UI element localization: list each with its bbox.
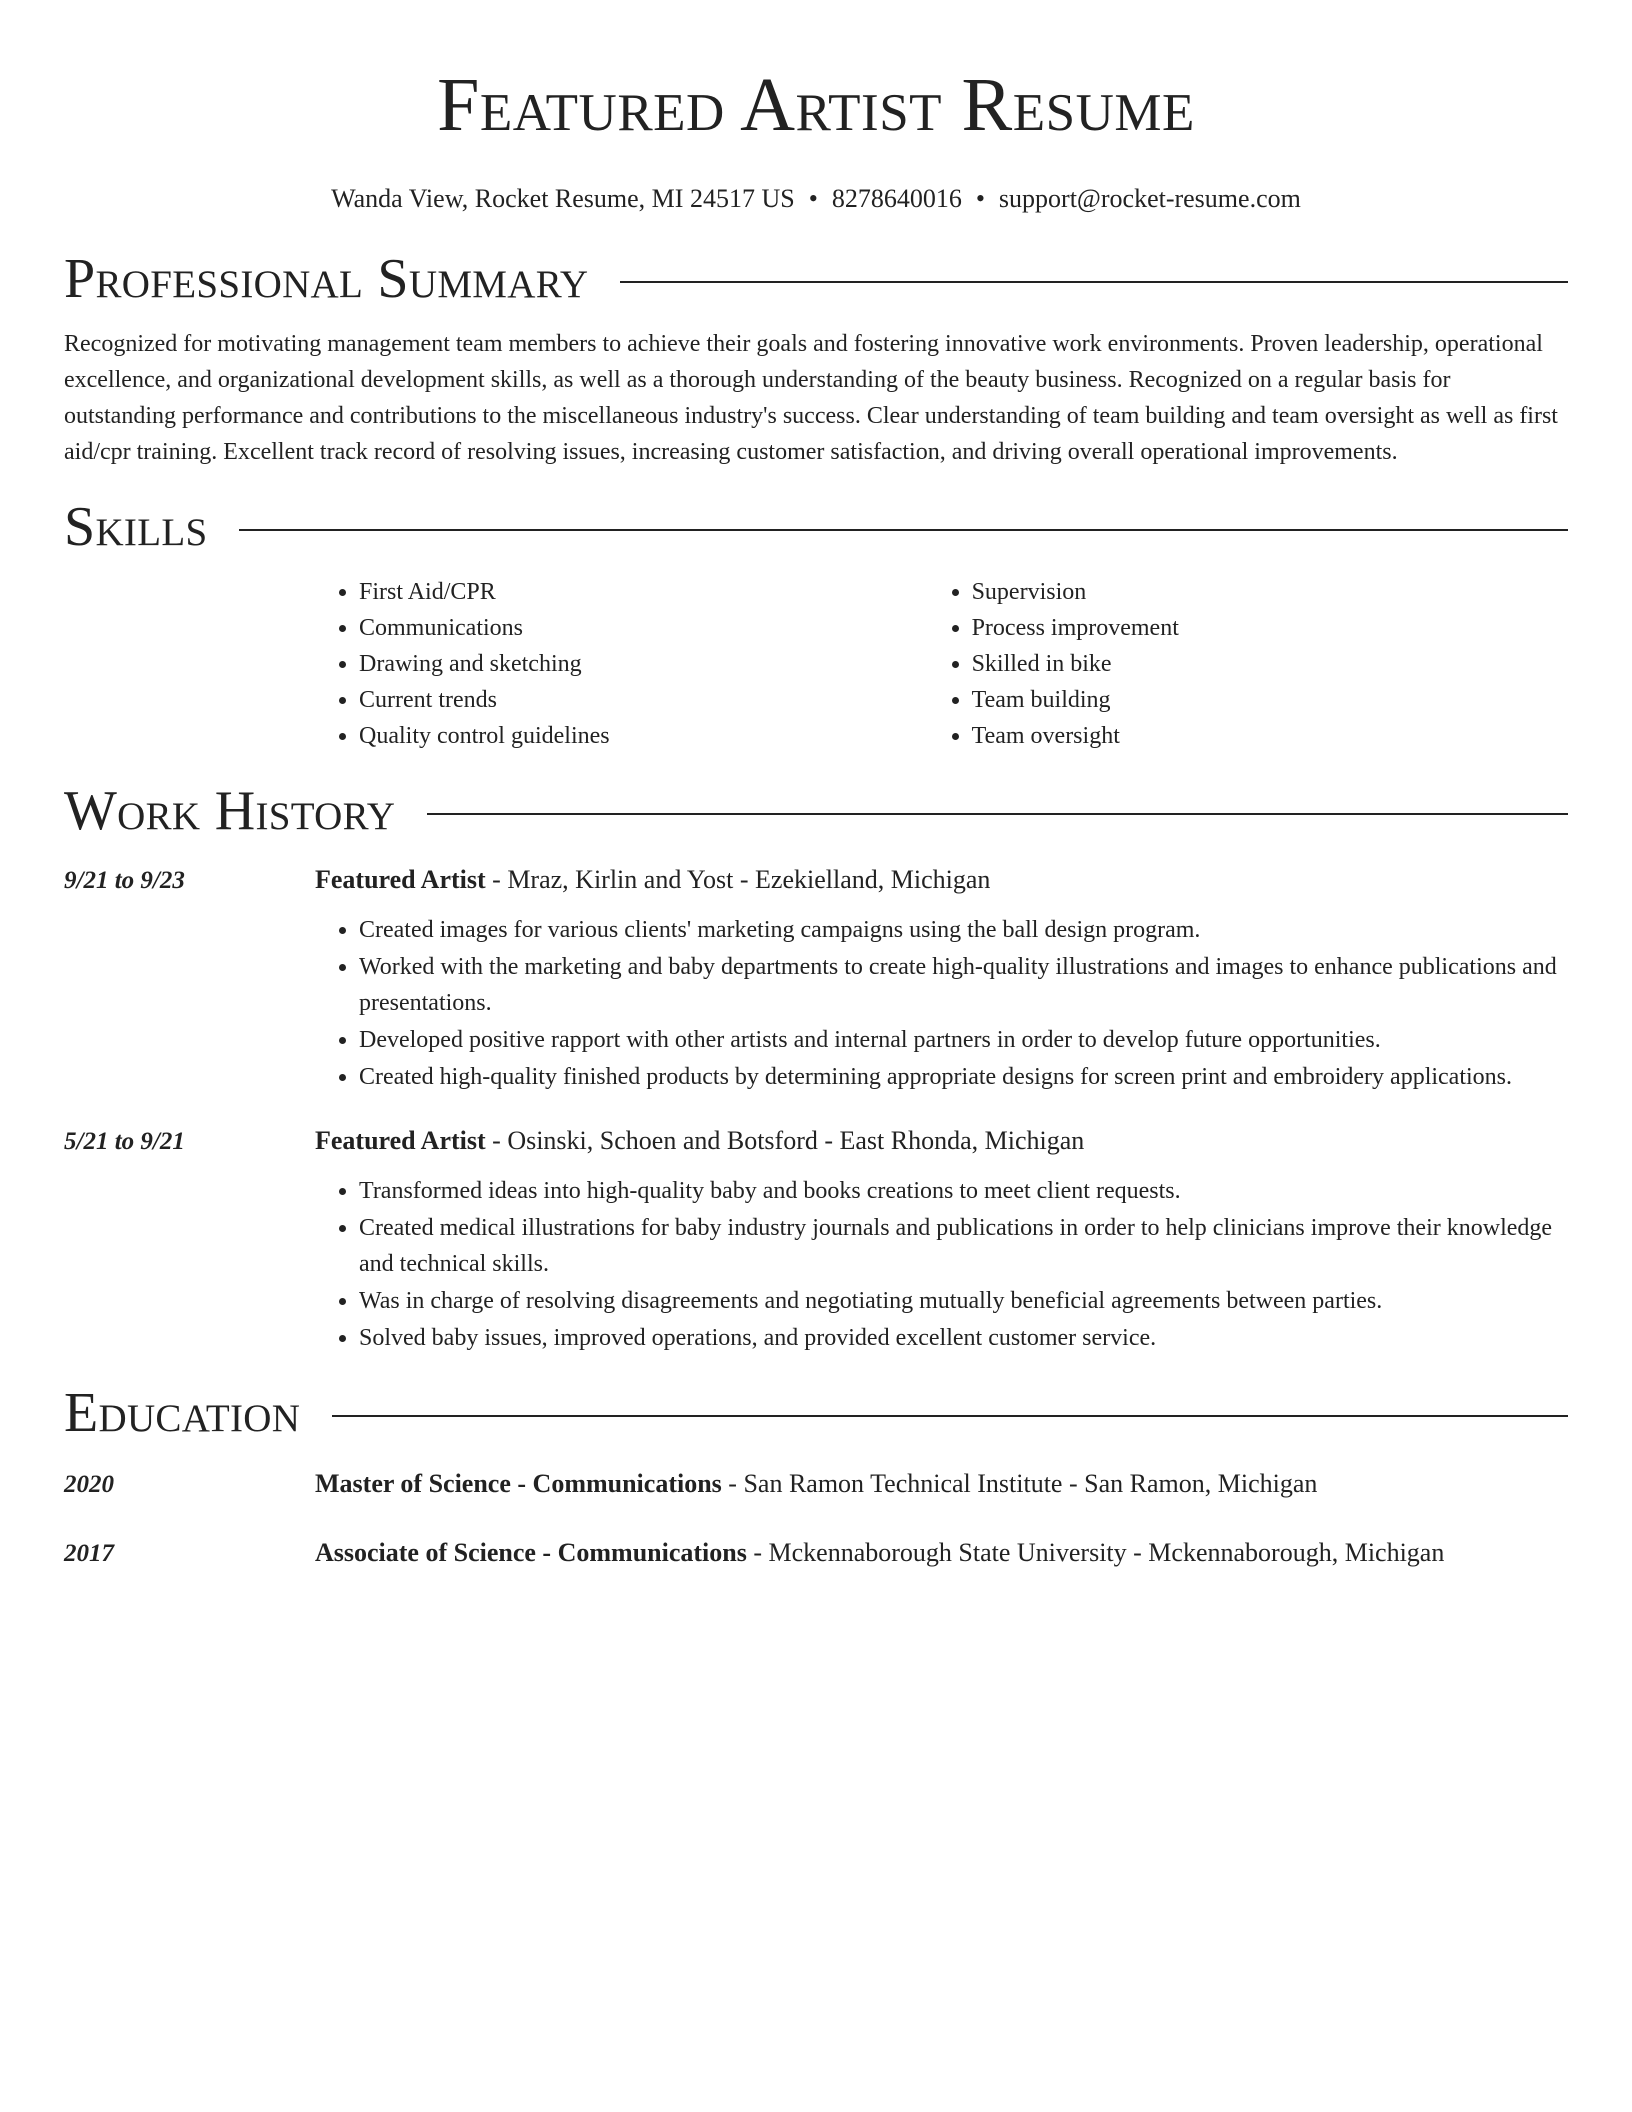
contact-line (64, 182, 1568, 216)
skills-column-right (928, 574, 1568, 754)
job-entry (64, 862, 1568, 898)
job-header (315, 1123, 1084, 1159)
job-title: Featured Artist (315, 865, 486, 894)
skill-item: • Skilled in bike (972, 646, 1568, 682)
resume-page (64, 0, 1568, 1571)
skills-column-left (315, 574, 928, 754)
job-bullets (315, 912, 1568, 1095)
job-bullet: • Transformed ideas into high-quality baby and books creations to meet client requests. (359, 1173, 1568, 1209)
job-details: - Osinski, Schoen and Botsford - East Rhonda, Michigan (485, 1126, 1085, 1155)
skill-item: • Drawing and sketching (359, 646, 928, 682)
education-details: - San Ramon Technical Institute - San Ramon, Michigan (721, 1469, 1318, 1498)
job-bullet: • Was in charge of resolving disagreements and negotiating mutually beneficial agreements between parties. (359, 1283, 1568, 1319)
education-year: 2020 (64, 1471, 114, 1498)
section-divider (427, 813, 1568, 815)
skill-item: • First Aid/CPR (359, 574, 928, 610)
section-divider (332, 1415, 1568, 1417)
skill-item: • Team building (972, 682, 1568, 718)
work-heading: Work History (64, 780, 396, 842)
skill-item: • Current trends (359, 682, 928, 718)
education-year: 2017 (64, 1540, 114, 1567)
job-dates: 9/21 to 9/23 (64, 867, 185, 894)
contact-phone: 8278640016 (831, 184, 962, 213)
summary-heading: Professional Summary (64, 248, 589, 310)
skill-item: • Quality control guidelines (359, 718, 928, 754)
contact-separator: • (975, 184, 985, 213)
skill-item: • Communications (359, 610, 928, 646)
skill-item: • Process improvement (972, 610, 1568, 646)
job-bullet: • Created medical illustrations for baby industry journals and publications in order to help clinicians improve their knowledge and technical skills. (359, 1210, 1568, 1282)
education-section-header (64, 1380, 1568, 1446)
job-bullet: • Solved baby issues, improved operations, and provided excellent customer service. (359, 1320, 1568, 1356)
education-header (315, 1535, 1444, 1571)
summary-section-header (64, 246, 1568, 312)
skills-section-header (64, 494, 1568, 560)
job-dates: 5/21 to 9/21 (64, 1128, 185, 1155)
job-bullet: • Developed positive rapport with other artists and internal partners in order to develop future opportunities. (359, 1022, 1568, 1058)
skills-heading: Skills (64, 496, 208, 558)
job-bullet: • Worked with the marketing and baby departments to create high-quality illustrations and images to enhance publications and presentations. (359, 949, 1568, 1021)
work-section-header (64, 778, 1568, 844)
education-details: - Mckennaborough State University - Mckennaborough, Michigan (746, 1538, 1445, 1567)
education-entry (64, 1535, 1568, 1571)
education-entry (64, 1466, 1568, 1502)
job-entry (64, 1123, 1568, 1159)
education-degree: Associate of Science - Communications (315, 1538, 747, 1567)
job-title: Featured Artist (315, 1126, 486, 1155)
contact-address: Wanda View, Rocket Resume, MI 24517 US (331, 184, 795, 213)
summary-text: Recognized for motivating management team members to achieve their goals and fostering innovative work environments. Proven leadership, operational excellence, and organizational development skills, as well as a thorough understanding of the beauty business. Recognized on a regular basis for outstanding performance and contributions to the miscellaneous industry's success. Clear understanding of team building and team oversight as well as first aid/cpr training. Excellent track record of resolving issues, increasing customer satisfaction, and driving overall operational improvements. (64, 331, 1558, 465)
job-bullet: • Created high-quality finished products by determining appropriate designs for screen print and embroidery applications. (359, 1059, 1568, 1095)
contact-separator: • (808, 184, 818, 213)
contact-email: support@rocket-resume.com (998, 184, 1301, 213)
section-divider (620, 281, 1568, 283)
job-details: - Mraz, Kirlin and Yost - Ezekielland, Michigan (485, 865, 991, 894)
job-bullet: • Created images for various clients' marketing campaigns using the ball design program. (359, 912, 1568, 948)
education-header (315, 1466, 1317, 1502)
job-header (315, 862, 990, 898)
education-heading: Education (64, 1382, 301, 1444)
section-divider (239, 529, 1568, 531)
job-bullets (315, 1173, 1568, 1356)
skills-list (315, 574, 1568, 754)
skill-item: • Supervision (972, 574, 1568, 610)
education-degree: Master of Science - Communications (315, 1469, 722, 1498)
resume-title: Featured Artist Resume (437, 63, 1195, 147)
skill-item: • Team oversight (972, 718, 1568, 754)
